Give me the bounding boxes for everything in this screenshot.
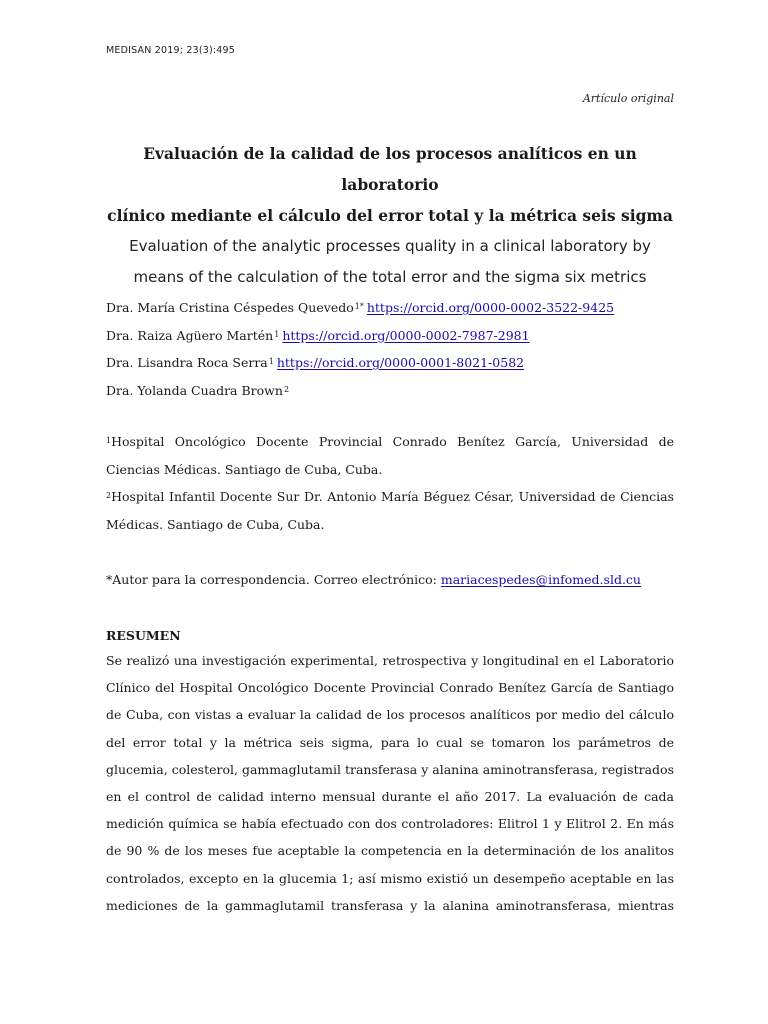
affiliation-entry xyxy=(106,428,674,483)
abstract-line: Se realizó una investigación experimental, retrospectiva y longitudinal en el Laboratorio xyxy=(106,653,674,668)
affiliation-number: 1 xyxy=(106,436,112,445)
author-affiliation-mark: 1* xyxy=(354,302,364,311)
spanish-title-line-1: Evaluación de la calidad de los procesos analíticos en un laboratorio xyxy=(143,144,637,194)
abstract-line: en el control de calidad interno mensual durante el año 2017. La evaluación de cada xyxy=(106,789,674,805)
spanish-title-line-2: clínico mediante el cálculo del error total y la métrica seis sigma xyxy=(107,206,673,225)
author-name: Dra. Lisandra Roca Serra xyxy=(106,355,268,370)
article-type-label: Artículo original xyxy=(582,92,674,105)
abstract-line: medición química se había efectuado con dos controladores: Elitrol 1 y Elitrol 2. En más xyxy=(106,816,674,832)
author-affiliation-mark: 1 xyxy=(274,329,280,339)
author-entry xyxy=(106,294,674,322)
author-orcid-link[interactable]: https://orcid.org/0000-0002-3522-9425 xyxy=(366,300,615,315)
abstract-line: glucemia, colesterol, gammaglutamil transferasa y alanina aminotransferasa, registrados xyxy=(106,761,674,777)
author-affiliation-mark: 2 xyxy=(283,384,290,394)
affiliation-text: Hospital Oncológico Docente Provincial Conrado Benítez García, Universidad de Ciencias Médicas. Santiago de Cuba, Cuba. xyxy=(106,434,674,477)
correspondence-email-link[interactable]: mariacespedes@infomed.sld.cu xyxy=(440,572,641,587)
affiliation-number: 2 xyxy=(106,491,112,500)
author-orcid-link[interactable]: https://orcid.org/0000-0001-8021-0582 xyxy=(276,355,525,370)
author-orcid-link[interactable]: https://orcid.org/0000-0002-7987-2981 xyxy=(282,327,530,343)
abstract-line: de Cuba, con vistas a evaluar la calidad de los procesos analíticos por medio del cálculo xyxy=(106,707,674,723)
abstract-line: de 90 % de los meses fue aceptable la competencia en la determinación de los analitos xyxy=(106,843,674,859)
abstract-line: Clínico del Hospital Oncológico Docente Provincial Conrado Benítez García de Santiago xyxy=(106,680,674,696)
author-affiliation-mark: 1 xyxy=(268,357,274,366)
english-title-line-1: Evaluation of the analytic processes quality in a clinical laboratory by xyxy=(129,237,651,255)
author-name: Dra. Raiza Agüero Martén xyxy=(106,327,274,343)
abstract-line: controlados, excepto en la glucemia 1; así mismo existió un desempeño aceptable en las xyxy=(106,870,674,886)
affiliation-text: Hospital Infantil Docente Sur Dr. Antonio María Béguez César, Universidad de Ciencias Médicas. Santiago de Cuba, Cuba. xyxy=(106,489,674,532)
abstract-heading: RESUMEN xyxy=(106,628,181,643)
author-name: Dra. María Cristina Céspedes Quevedo xyxy=(106,300,354,315)
correspondence-label: *Autor para la correspondencia. Correo electrónico: xyxy=(106,572,441,587)
author-name: Dra. Yolanda Cuadra Brown xyxy=(106,382,283,398)
journal-reference: MEDISAN 2019; 23(3):495 xyxy=(106,45,236,56)
title-block xyxy=(106,138,674,293)
affiliation-list xyxy=(106,428,674,538)
author-entry xyxy=(106,322,674,350)
affiliation-entry xyxy=(106,483,674,538)
correspondence-note xyxy=(106,566,674,594)
english-title-line-2: means of the calculation of the total error and the sigma six metrics xyxy=(133,268,647,286)
abstract-line: del error total y la métrica seis sigma, para lo cual se tomaron los parámetros de xyxy=(106,734,674,750)
author-entry xyxy=(106,349,674,377)
abstract-line: mediciones de la gammaglutamil transferasa y la alanina aminotransferasa, mientras xyxy=(106,897,674,913)
abstract-body xyxy=(106,647,674,919)
author-list xyxy=(106,294,674,404)
author-entry xyxy=(106,377,674,405)
